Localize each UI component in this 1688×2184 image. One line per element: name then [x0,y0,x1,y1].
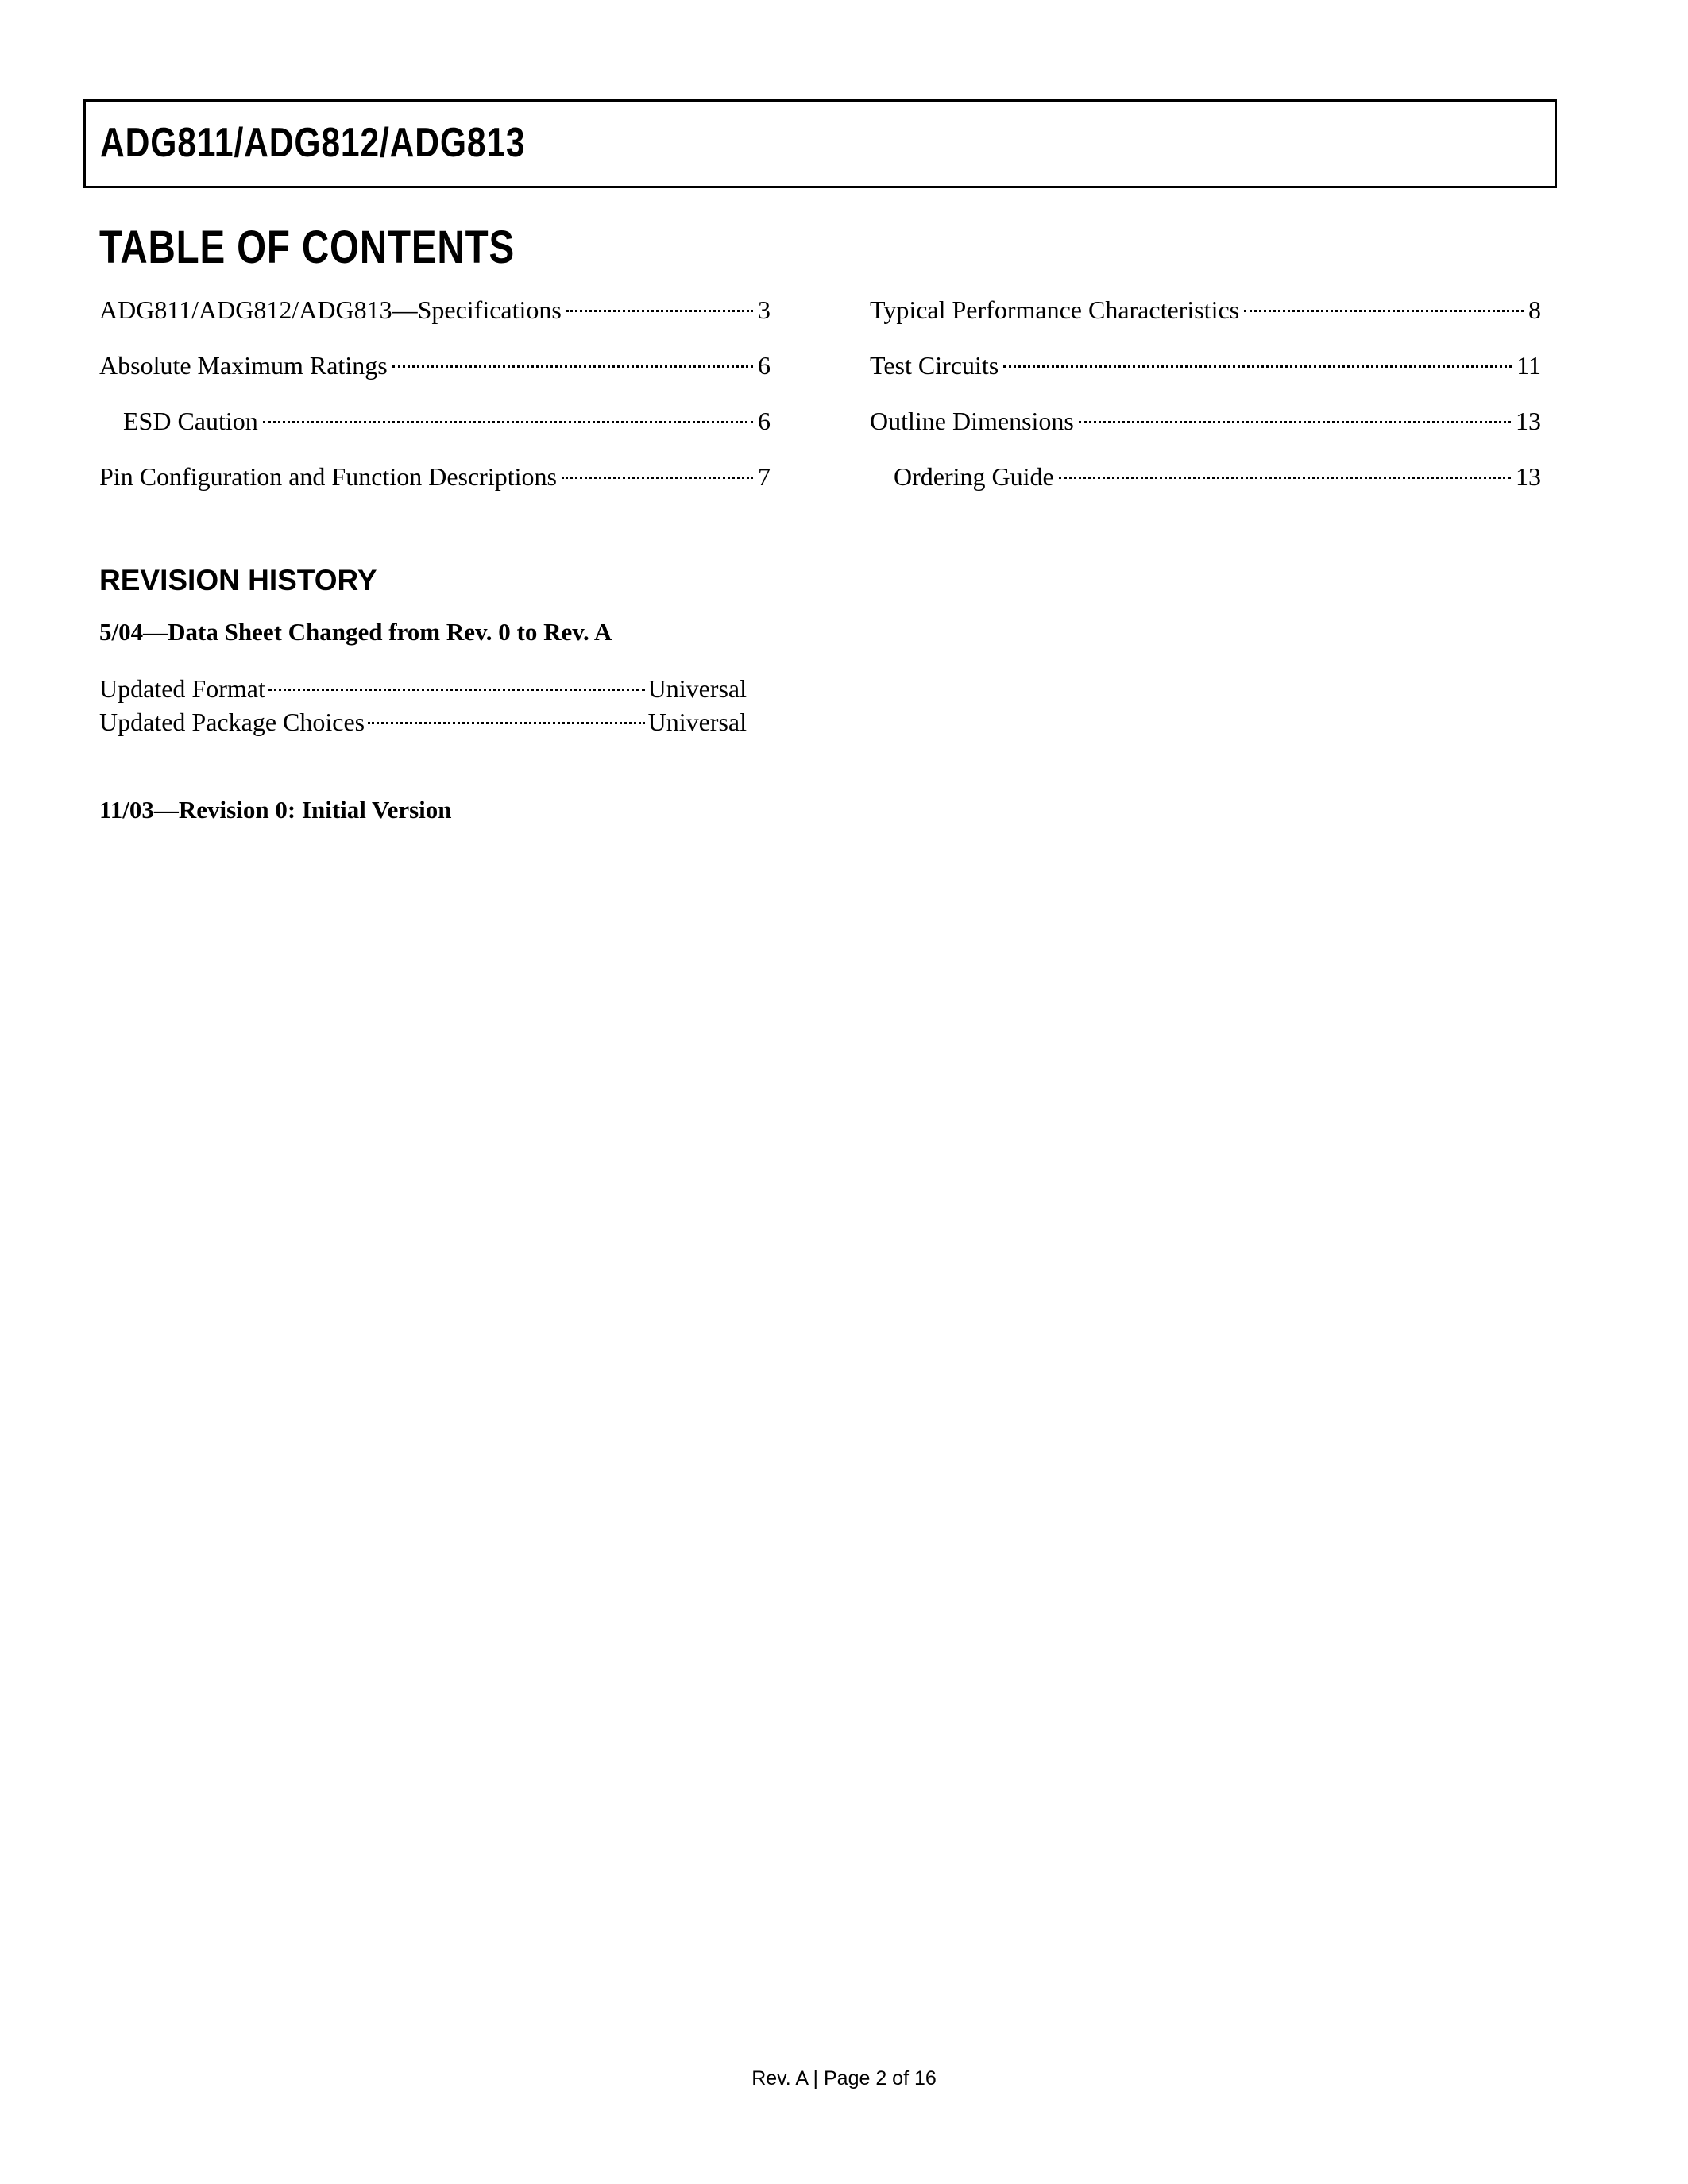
dot-leader [1079,421,1511,423]
dot-leader [1244,310,1524,312]
dot-leader [268,689,645,691]
change-item-label: Updated Package Choices [99,708,365,736]
toc-entry-page: 8 [1528,295,1541,324]
toc-entry-page: 3 [758,295,771,324]
toc-entry-ordering-guide[interactable] [870,461,1541,516]
header-box [83,99,1557,188]
toc-left-column [99,294,771,516]
dot-leader [1003,365,1512,368]
toc-entry-title: Outline Dimensions [870,407,1074,435]
toc-entry-page: 13 [1516,462,1541,491]
change-item-scope: Universal [647,674,747,703]
toc-entry-typical-performance[interactable] [870,294,1541,349]
toc-entry-title: Pin Configuration and Function Descriptions [99,462,557,491]
toc-entry-page: 6 [758,407,771,435]
change-item-scope: Universal [647,708,747,736]
revision-title: 5/04—Data Sheet Changed from Rev. 0 to Rev. A [99,618,612,646]
toc-entry-page: 13 [1516,407,1541,435]
dot-leader [263,421,753,423]
revision-change-item [99,706,747,739]
toc-entry-page: 7 [758,462,771,491]
dot-leader [1059,477,1511,479]
dot-leader [392,365,753,368]
toc-entry-esd-caution[interactable] [99,405,771,461]
toc-entry-title: Typical Performance Characteristics [870,295,1240,324]
toc-entry-title: Test Circuits [870,351,999,380]
toc-entry-title: ADG811/ADG812/ADG813—Specifications [99,295,562,324]
toc-entry-absolute-maximum-ratings[interactable] [99,349,771,405]
revision-change-item [99,673,747,706]
page-footer: Rev. A | Page 2 of 16 [751,2067,937,2089]
dot-leader [368,722,644,724]
toc-entry-test-circuits[interactable] [870,349,1541,405]
toc-entry-title: Absolute Maximum Ratings [99,351,388,380]
toc-heading: TABLE OF CONTENTS [99,222,515,273]
toc-right-column [870,294,1541,516]
revision-change-list [99,673,747,739]
revision-history-heading: REVISION HISTORY [99,564,377,596]
change-item-label: Updated Format [99,674,265,703]
toc-entry-pin-configuration[interactable] [99,461,771,516]
toc-entry-page: 11 [1516,351,1541,380]
toc-entry-title: ESD Caution [123,407,258,435]
document-title: ADG811/ADG812/ADG813 [100,120,526,166]
dot-leader [566,310,753,312]
toc-entry-outline-dimensions[interactable] [870,405,1541,461]
toc-entry-specifications[interactable] [99,294,771,349]
dot-leader [562,477,753,479]
revision-title: 11/03—Revision 0: Initial Version [99,796,452,824]
toc-entry-title: Ordering Guide [894,462,1054,491]
toc-entry-page: 6 [758,351,771,380]
